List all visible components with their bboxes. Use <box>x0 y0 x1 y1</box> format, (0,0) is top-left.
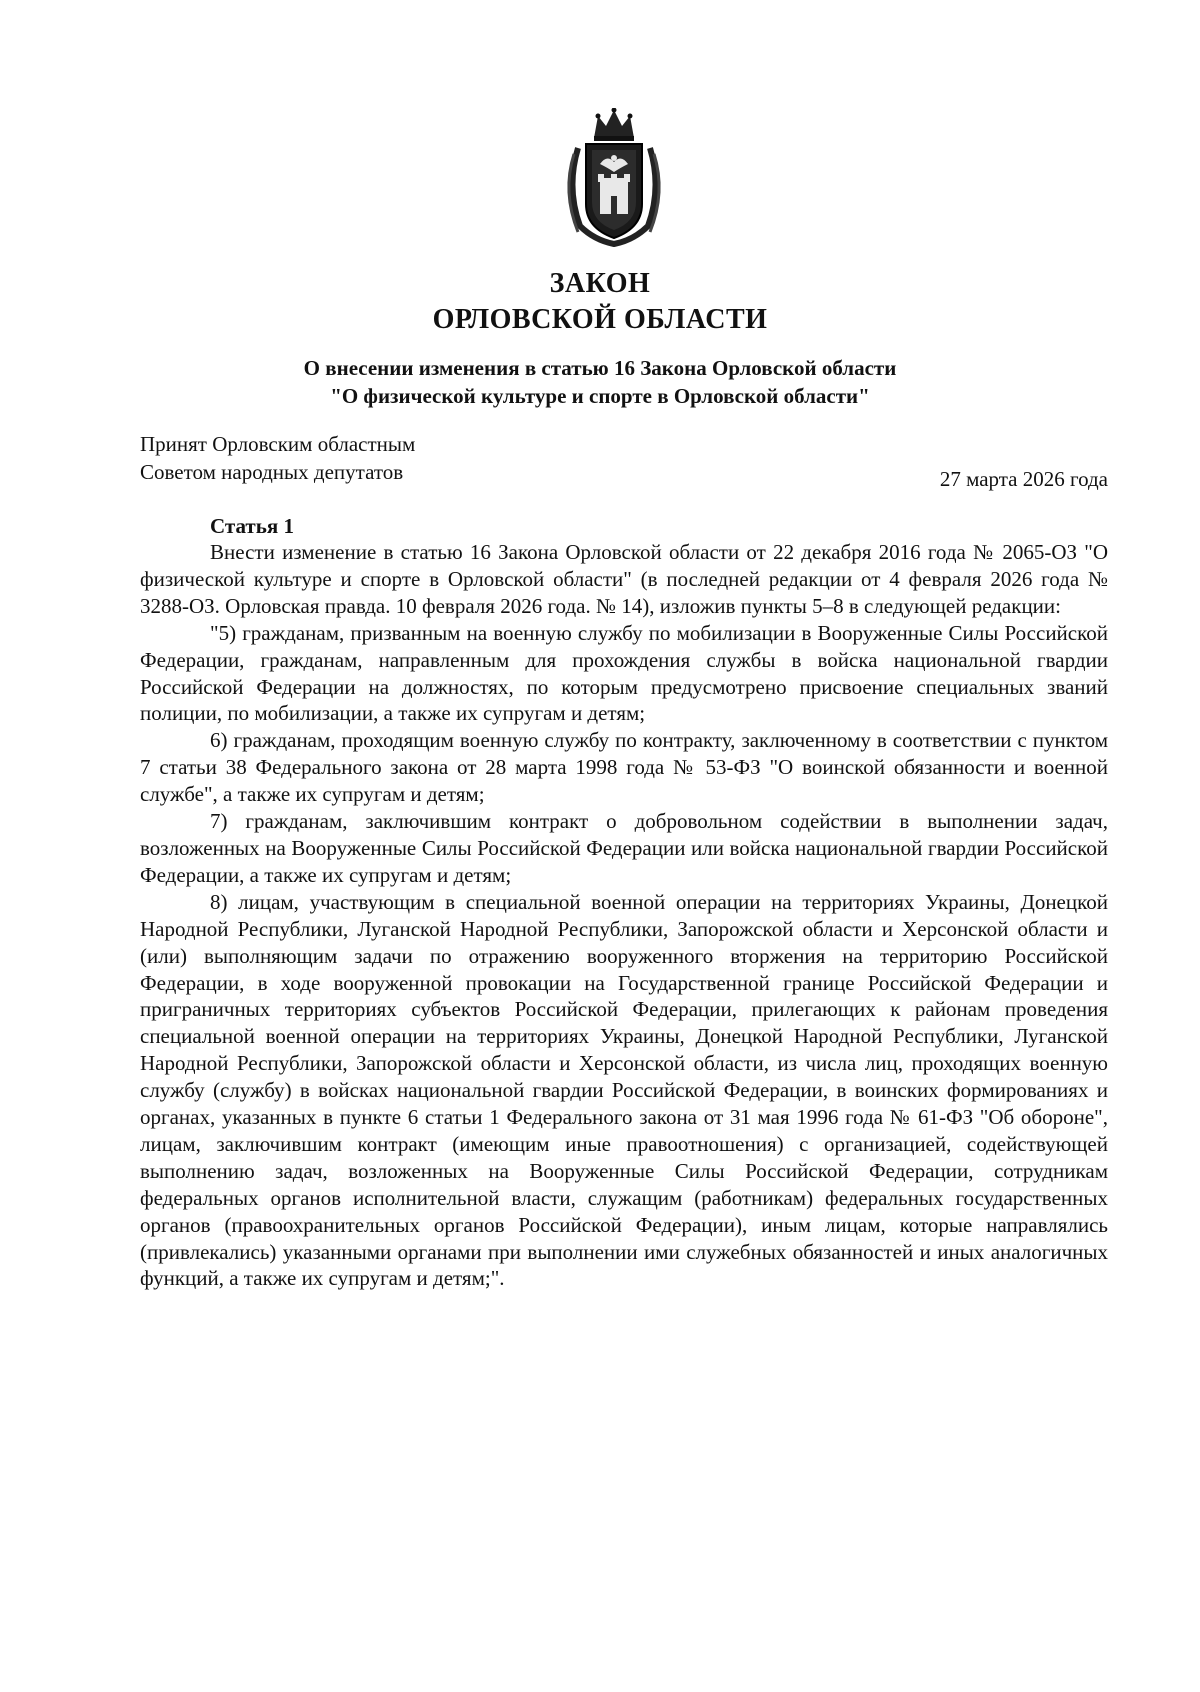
article-body <box>140 539 1108 1292</box>
article-paragraph: 7) гражданам, заключившим контракт о добровольном содействии в выполнении задач, возложенных на Вооруженные Силы Российской Федерации или войска национальной гвардии Российской Федерации, а также их супругам и детям; <box>140 809 1108 887</box>
article-paragraph: Внести изменение в статью 16 Закона Орловской области от 22 декабря 2016 года № 2065-ОЗ "О физической культуре и спорте в Орловской области" (в последней редакции от 4 февраля 2026 года № 3288-ОЗ. Орловская правда. 10 февраля 2026 года. № 14), изложив пункты 5–8 в следующей редакции: <box>140 540 1108 618</box>
law-word: ЗАКОН <box>549 268 651 299</box>
subtitle-line-1: О внесении изменения в статью 16 Закона Орловской области <box>303 356 897 380</box>
coat-of-arms-icon <box>560 108 668 248</box>
law-subtitle <box>0 354 1200 410</box>
region-name: ОРЛОВСКОЙ ОБЛАСТИ <box>432 304 768 335</box>
adoption-line-1: Принят Орловским областным <box>140 432 416 456</box>
article-heading: Статья 1 <box>210 514 294 538</box>
article-paragraph: "5) гражданам, призванным на военную службу по мобилизации в Вооруженные Силы Российской Федерации, гражданам, направленным для прохождения службы в войска национальной гвардии Российской Федерации на должностях, по которым предусмотрено присвоение специальных званий полиции, по мобилизации, а также их супругам и детям; <box>140 620 1108 726</box>
article-paragraph: 6) гражданам, проходящим военную службу по контракту, заключенному в соответствии с пунктом 7 статьи 38 Федерального закона от 28 марта 1998 года № 53-ФЗ "О воинской обязанности и военной службе", а также их супругам и детям; <box>140 728 1108 807</box>
article-paragraph: 8) лицам, участвующим в специальной военной операции на территориях Украины, Донецкой Народной Республики, Луганской Народной Республики, Запорожской области и Херсонской области и (или) выполняющим задачи по отражению вооруженного вторжения на территорию Российской Федерации, в ходе вооруженной провокации на Государственной границе Российской Федерации и приграничных территориях субъектов Российской Федерации, прилегающих к районам проведения специальной военной операции на территориях Украины, Донецкой Народной Республики, Луганской Народной Республики, Запорожской области и Херсонской области, из числа лиц, проходящих военную службу (службу) в войсках национальной гвардии Российской Федерации, в воинских формированиях и органах, указанных в пункте 6 статьи 1 Федерального закона от 31 мая 1996 года № 61-ФЗ "Об обороне", лицам, заключившим контракт (имеющим иные правоотношения) с организацией, содействующей выполнению задач, возложенных на Вооруженные Силы Российской Федерации, сотрудникам федеральных органов исполнительной власти, служащим (работникам) федеральных государственных органов (правоохранительных органов Российской Федерации), иным лицам, которые направлялись (привлекались) указанными органами при выполнении ими служебных обязанностей и иных аналогичных функций, а также их супругам и детям;". <box>140 889 1108 1291</box>
adoption-line-2: Советом народных депутатов <box>140 460 404 484</box>
adoption-statement <box>140 430 415 486</box>
adoption-date: 27 марта 2026 года <box>939 467 1108 491</box>
subtitle-line-2: "О физической культуре и спорте в Орловской области" <box>330 384 870 408</box>
law-title <box>0 266 1200 338</box>
